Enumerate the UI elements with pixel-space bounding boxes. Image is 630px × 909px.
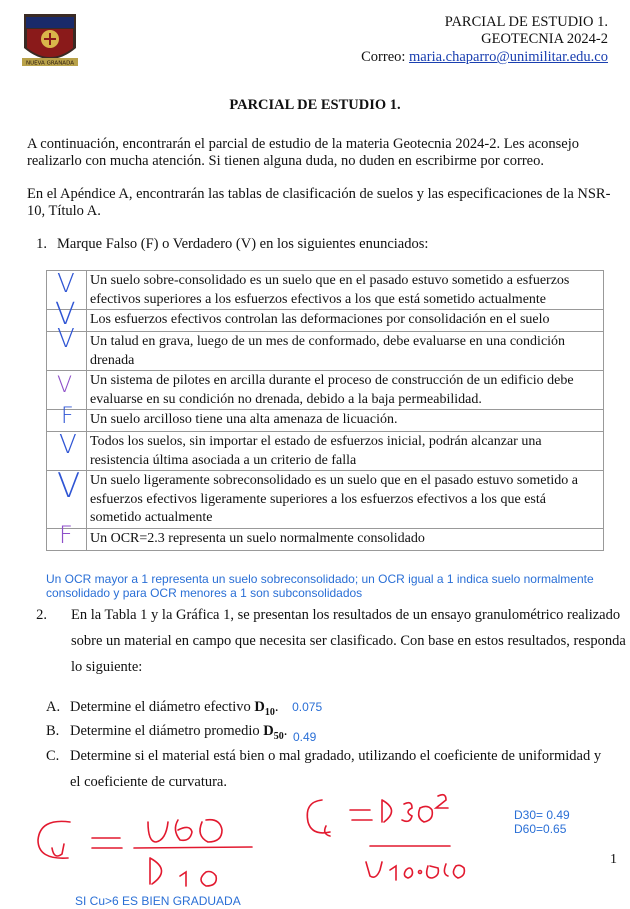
statement-text: Un suelo arcilloso tiene una alta amenaza de licuación.: [87, 410, 604, 432]
item-b-label: B.: [46, 723, 60, 739]
answer-cell[interactable]: [47, 466, 87, 529]
ocr-note: Un OCR mayor a 1 representa un suelo sobreconsolidado; un OCR igual a 1 indica suelo normalmente consolidado y para OCR menores a 1 son subconsolidados: [46, 572, 594, 600]
statement-text: Un OCR=2.3 representa un suelo normalmente consolidado: [87, 528, 604, 550]
statement-text: Un suelo ligeramente sobreconsolidado es un suelo que en el pasado estuvo sometido a esfuerzos efectivos ligeramente superiores a los esfuerzos efectivos a los que está sometido actualmente: [87, 471, 604, 529]
true-false-table: [46, 270, 604, 551]
item-a: A. Determine el diámetro efectivo $D_{10}$. 0.075: [46, 694, 322, 726]
item-a-text: Determine el diámetro efectivo: [70, 699, 255, 715]
table-row: [47, 528, 604, 550]
d50-symbol: $D_{50}$: [263, 723, 284, 742]
d10-symbol: $D_{10}$: [254, 699, 275, 718]
table-row: [47, 332, 604, 371]
header-course: GEOTECNIA 2024-2: [481, 31, 608, 47]
header-email-line: [361, 49, 608, 66]
handwritten-answer: V: [59, 430, 77, 460]
table-row: [47, 432, 604, 471]
cu-formula-handwriting: [30, 800, 260, 895]
question-2: [27, 602, 630, 680]
table-row: [47, 410, 604, 432]
handwritten-answer: V: [57, 269, 75, 299]
handwritten-answer: V: [57, 373, 73, 398]
cu-note: SI Cu>6 ES BIEN GRADUADA: [75, 894, 241, 908]
handwritten-answer: V: [57, 466, 81, 506]
page-title: PARCIAL DE ESTUDIO 1.: [229, 97, 401, 113]
statement-text: Todos los suelos, sin importar el estado de esfuerzos inicial, podrán alcanzar una resistencia última asociada a un criterio de falla: [87, 432, 604, 471]
item-a-label: A.: [46, 699, 61, 715]
item-c-text-line2: el coeficiente de curvatura.: [70, 774, 227, 790]
handwritten-answer: V: [55, 297, 76, 332]
page-number: 1: [610, 852, 617, 867]
d50-answer: 0.49: [293, 730, 317, 744]
header-title: PARCIAL DE ESTUDIO 1.: [444, 14, 608, 30]
item-c: [46, 743, 614, 795]
statement-text: Un sistema de pilotes en arcilla durante el proceso de construcción de un edificio debe evaluarse en su condición no drenada, debido a la baja permeabilidad.: [87, 371, 604, 410]
question-2-text: En la Tabla 1 y la Gráfica 1, se presentan los resultados de un ensayo granulométrico realizado sobre un material en campo que necesita ser clasificado. Con base en estos resultados, responda lo siguiente:: [71, 607, 626, 675]
email-link[interactable]: maria.chaparro@unimilitar.edu.co: [409, 49, 608, 65]
item-b: B. Determine el diámetro promedio $D_{50}$. $_{0.49}$: [46, 718, 316, 750]
d10-answer: 0.075: [292, 700, 323, 714]
statement-text: Un suelo sobre-consolidado es un suelo que en el pasado estuvo sometido a esfuerzos efectivos superiores a los esfuerzos efectivos a los que está sometido actualmente: [87, 271, 604, 310]
email-prefix: Correo:: [361, 49, 410, 65]
question-1: [27, 236, 428, 253]
table-row: [47, 310, 604, 332]
item-c-label: C.: [46, 748, 60, 764]
item-b-text: Determine el diámetro promedio: [70, 723, 264, 739]
item-c-text-line1: Determine si el material está bien o mal gradado, utilizando el coeficiente de uniformidad y: [70, 748, 602, 764]
answer-cell[interactable]: [47, 520, 87, 550]
statement-text: Los esfuerzos efectivos controlan las deformaciones por consolidación en el suelo: [87, 310, 604, 332]
d30-value: D30= 0.49: [514, 808, 570, 822]
question-1-text: Marque Falso (F) o Verdadero (V) en los siguientes enunciados:: [57, 236, 429, 252]
handwritten-answer: V: [57, 324, 75, 354]
table-row: [47, 271, 604, 310]
logo-banner-text: NUEVA GRANADA: [26, 60, 74, 67]
handwritten-answer: F: [59, 520, 73, 549]
d-values: [514, 808, 570, 836]
university-logo: [18, 8, 82, 72]
intro-paragraph: A continuación, encontrarán el parcial de estudio de la materia Geotecnia 2024-2. Les aconsejo realizarlo con mucha atención. Si tienen alguna duda, no duden en escribirme por correo.: [27, 136, 579, 169]
table-row: [47, 471, 604, 529]
handwritten-answer: F: [61, 404, 74, 429]
question-2-number: 2.: [36, 607, 47, 623]
cc-formula-handwriting: [300, 790, 480, 890]
answer-cell[interactable]: [47, 324, 87, 371]
d60-value: D60=0.65: [514, 822, 567, 836]
table-row: [47, 371, 604, 410]
answer-cell[interactable]: [47, 432, 87, 471]
question-1-number: 1.: [36, 236, 47, 252]
answer-cell[interactable]: [47, 404, 87, 432]
statement-text: Un talud en grava, luego de un mes de conformado, debe evaluarse en una condición drenada: [87, 332, 604, 371]
appendix-paragraph: En el Apéndice A, encontrarán las tablas de clasificación de suelos y las especificaciones de la NSR-10, Título A.: [27, 186, 611, 219]
